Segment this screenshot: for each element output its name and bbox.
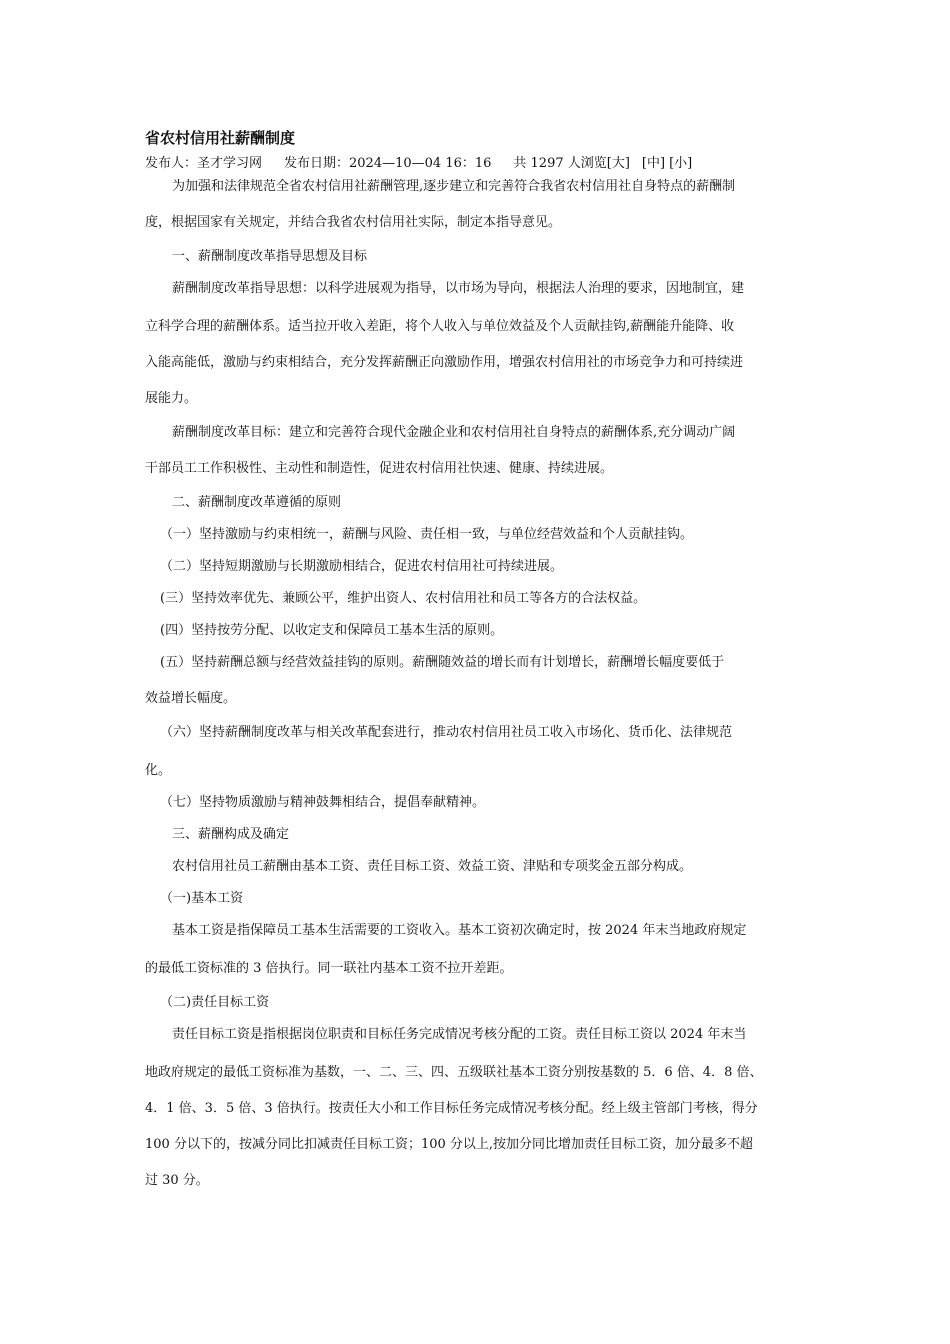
paragraph-line: 责任目标工资是指根据岗位职责和目标任务完成情况考核分配的工资。责任目标工资以 2024 年末当: [172, 1027, 747, 1042]
subsection-heading: （一)基本工资: [160, 891, 244, 906]
paragraph-line: 化。: [145, 763, 172, 778]
list-item: （七）坚持物质激励与精神鼓舞相结合，提倡奉献精神。: [160, 795, 486, 810]
list-item: （六）坚持薪酬制度改革与相关改革配套进行，推动农村信用社员工收入市场化、货币化、法律规范: [160, 725, 733, 740]
view-count: 共 1297 人浏览: [513, 156, 607, 171]
publisher: 发布人：圣才学习网: [145, 156, 263, 171]
paragraph-line: 地政府规定的最低工资标准为基数，一、二、三、四、五级联社基本工资分别按基数的 5．6 倍、4．8 倍、: [145, 1065, 763, 1080]
font-size-medium-link[interactable]: [中]: [641, 156, 666, 171]
paragraph-line: 干部员工工作积极性、主动性和制造性，促进农村信用社快速、健康、持续进展。: [145, 461, 614, 476]
paragraph-line: 入能高能低，激励与约束相结合，充分发挥薪酬正向激励作用，增强农村信用社的市场竞争力和可持续进: [145, 355, 744, 370]
list-item: （一）坚持激励与约束相统一，薪酬与风险、责任相一致，与单位经营效益和个人贡献挂钩。: [160, 527, 694, 542]
list-item: (五）坚持薪酬总额与经营效益挂钩的原则。薪酬随效益的增长而有计划增长，薪酬增长幅度要低于: [160, 655, 725, 670]
section-heading: 一、薪酬制度改革指导思想及目标: [172, 249, 368, 264]
paragraph-line: 度，根据国家有关规定，并结合我省农村信用社实际，制定本指导意见。: [145, 215, 562, 230]
section-heading: 三、薪酬构成及确定: [172, 827, 290, 842]
list-item: (四）坚持按劳分配、以收定支和保障员工基本生活的原则。: [160, 623, 504, 638]
list-item: （二）坚持短期激励与长期激励相结合，促进农村信用社可持续进展。: [160, 559, 564, 574]
list-item: (三）坚持效率优先、兼顾公平，维护出资人、农村信用社和员工等各方的合法权益。: [160, 591, 647, 606]
paragraph-line: 立科学合理的薪酬体系。适当拉开收入差距，将个人收入与单位效益及个人贡献挂钩,薪酬能升能降、收: [145, 319, 735, 334]
paragraph-line: 薪酬制度改革目标：建立和完善符合现代金融企业和农村信用社自身特点的薪酬体系,充分调动广阔: [172, 425, 736, 440]
paragraph-line: 4．1 倍、3．5 倍、3 倍执行。按责任大小和工作目标任务完成情况考核分配。经上级主管部门考核，得分: [145, 1101, 758, 1116]
paragraph-line: 100 分以下的，按减分同比扣减责任目标工资；100 分以上,按加分同比增加责任目标工资，加分最多不超: [145, 1137, 754, 1152]
paragraph-line: 基本工资是指保障员工基本生活需要的工资收入。基本工资初次确定时，按 2024 年末当地政府规定: [172, 923, 747, 938]
paragraph-line: 薪酬制度改革指导思想：以科学进展观为指导，以市场为导向，根据法人治理的要求，因地制宜，建: [172, 281, 745, 296]
paragraph-line: 展能力。: [145, 391, 198, 406]
paragraph-line: 效益增长幅度。: [145, 691, 237, 706]
article-meta: [145, 152, 692, 171]
article-title: 省农村信用社薪酬制度: [145, 129, 296, 147]
publish-date: 发布日期：2024—10—04 16：16: [284, 156, 492, 171]
font-size-large-link[interactable]: [大]: [606, 156, 630, 171]
paragraph-line: 农村信用社员工薪酬由基本工资、责任目标工资、效益工资、津贴和专项奖金五部分构成。: [172, 859, 693, 874]
paragraph-line: 的最低工资标准的 3 倍执行。同一联社内基本工资不拉开差距。: [145, 961, 513, 976]
paragraph-line: 为加强和法律规范全省农村信用社薪酬管理,逐步建立和完善符合我省农村信用社自身特点的薪酬制: [172, 179, 736, 194]
font-size-small-link[interactable]: [小]: [669, 156, 693, 171]
subsection-heading: （二)责任目标工资: [160, 995, 270, 1010]
paragraph-line: 过 30 分。: [145, 1173, 209, 1188]
section-heading: 二、薪酬制度改革遵循的原则: [172, 495, 342, 510]
